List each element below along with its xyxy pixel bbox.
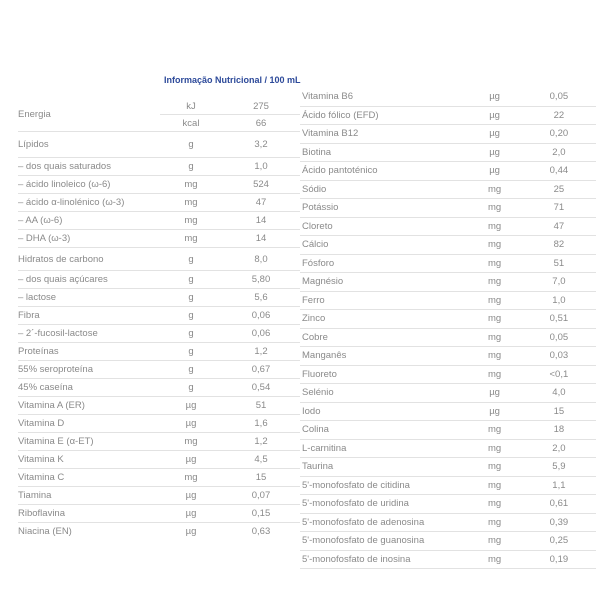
nutrient-label: Lípidos — [18, 132, 160, 158]
table-row — [18, 379, 300, 397]
nutrient-label: Sódio — [300, 180, 467, 199]
value-cell: 5,80 — [222, 271, 300, 289]
table-row — [18, 176, 300, 194]
nutrient-label: Selénio — [300, 384, 467, 403]
nutrient-label: Fibra — [18, 307, 160, 325]
table-row — [300, 550, 596, 569]
nutrient-label: Vitamina K — [18, 451, 160, 469]
nutrient-label: – ácido linoleico (ω-6) — [18, 176, 160, 194]
table-row — [300, 513, 596, 532]
unit-cell: g — [160, 132, 222, 158]
unit-cell: mg — [467, 254, 521, 273]
unit-cell: mg — [467, 217, 521, 236]
table-row — [300, 328, 596, 347]
nutrient-label: Ácido fólico (EFD) — [300, 106, 467, 125]
table-row — [300, 106, 596, 125]
nutrient-label: Vitamina B12 — [300, 125, 467, 144]
value-cell: 0,39 — [522, 513, 596, 532]
unit-cell: g — [160, 343, 222, 361]
table-row — [300, 236, 596, 255]
unit-cell: mg — [467, 513, 521, 532]
nutrient-label: Fluoreto — [300, 365, 467, 384]
table-row — [18, 194, 300, 212]
table-row — [18, 505, 300, 523]
value-cell: 0,20 — [522, 125, 596, 144]
value-cell: 47 — [222, 194, 300, 212]
table-row — [300, 476, 596, 495]
nutrient-label: – ácido α-linolénico (ω-3) — [18, 194, 160, 212]
nutrient-label: – 2´-fucosil-lactose — [18, 325, 160, 343]
table-row — [300, 143, 596, 162]
table-row — [18, 415, 300, 433]
unit-cell: g — [160, 325, 222, 343]
unit-cell: g — [160, 289, 222, 307]
unit-cell: g — [160, 248, 222, 271]
energy-label: Energia — [18, 98, 160, 132]
nutrient-label: Taurina — [300, 458, 467, 477]
table-row — [300, 217, 596, 236]
nutrient-label: 5'-monofosfato de inosina — [300, 550, 467, 569]
value-cell: 25 — [522, 180, 596, 199]
value-cell: 0,07 — [222, 487, 300, 505]
unit-cell: mg — [467, 236, 521, 255]
unit-cell: µg — [467, 143, 521, 162]
value-cell: 0,03 — [522, 347, 596, 366]
table-row — [18, 343, 300, 361]
value-cell: 0,19 — [522, 550, 596, 569]
value-cell: 5,6 — [222, 289, 300, 307]
nutrient-label: Ferro — [300, 291, 467, 310]
value-cell: 51 — [522, 254, 596, 273]
table-row — [18, 433, 300, 451]
table-row — [300, 199, 596, 218]
unit-cell: mg — [467, 310, 521, 329]
unit-cell: µg — [160, 415, 222, 433]
nutrient-label: Biotina — [300, 143, 467, 162]
unit-cell: mg — [160, 194, 222, 212]
table-row — [18, 230, 300, 248]
table-row — [300, 439, 596, 458]
nutrient-label: Vitamina E (α-ET) — [18, 433, 160, 451]
table-row — [18, 469, 300, 487]
value-cell: 15 — [522, 402, 596, 421]
nutrition-table-left — [18, 98, 300, 540]
table-row — [18, 271, 300, 289]
unit-cell: kcal — [160, 115, 222, 132]
value-cell: 0,06 — [222, 307, 300, 325]
nutrient-label: Fósforo — [300, 254, 467, 273]
nutrient-label: L-carnitina — [300, 439, 467, 458]
value-cell: 0,15 — [222, 505, 300, 523]
value-cell: 0,06 — [222, 325, 300, 343]
nutrient-label: Iodo — [300, 402, 467, 421]
value-cell: 2,0 — [522, 143, 596, 162]
nutrient-label: Potássio — [300, 199, 467, 218]
unit-cell: mg — [467, 532, 521, 551]
unit-cell: µg — [185, 526, 197, 537]
nutrient-label: Riboflavina — [18, 505, 160, 523]
nutrient-label: – DHA (ω-3) — [18, 230, 160, 248]
table-row — [18, 307, 300, 325]
unit-cell: mg — [467, 421, 521, 440]
nutrient-label: Proteínas — [18, 343, 160, 361]
unit-cell: mg — [467, 476, 521, 495]
unit-cell: µg — [160, 451, 222, 469]
unit-cell: mg — [160, 469, 222, 487]
value-cell: 275 — [222, 98, 300, 115]
table-row — [300, 254, 596, 273]
unit-cell: mg — [467, 199, 521, 218]
unit-cell: µg — [467, 125, 521, 144]
value-cell: 0,67 — [222, 361, 300, 379]
nutrient-label: Hidratos de carbono — [18, 248, 160, 271]
nutrient-label: Vitamina A (ER) — [18, 397, 160, 415]
table-row — [300, 180, 596, 199]
table-row — [300, 310, 596, 329]
value-cell: 4,5 — [222, 451, 300, 469]
nutrient-label: Cobre — [300, 328, 467, 347]
value-cell: 0,61 — [522, 495, 596, 514]
nutrient-label: 5'-monofosfato de guanosina — [300, 532, 467, 551]
nutrient-label: Vitamina D — [18, 415, 160, 433]
unit-cell: µg — [467, 402, 521, 421]
value-cell: 1,0 — [222, 158, 300, 176]
unit-cell: g — [160, 379, 222, 397]
value-cell: 524 — [222, 176, 300, 194]
value-cell: 22 — [522, 106, 596, 125]
unit-cell: mg — [467, 458, 521, 477]
value-cell: 8,0 — [222, 248, 300, 271]
unit-cell: µg — [467, 162, 521, 181]
nutrient-label: Colina — [300, 421, 467, 440]
value-cell: 71 — [522, 199, 596, 218]
unit-cell: mg — [160, 212, 222, 230]
value-cell: 0,05 — [522, 328, 596, 347]
nutrition-table-right — [300, 88, 596, 569]
table-row — [300, 88, 596, 106]
value-cell: 1,6 — [222, 415, 300, 433]
value-cell: 1,1 — [522, 476, 596, 495]
table-row — [18, 289, 300, 307]
nutrient-label: – lactose — [18, 289, 160, 307]
unit-cell: g — [160, 271, 222, 289]
nutrient-label: 55% seroproteína — [18, 361, 160, 379]
nutrient-label: Manganês — [300, 347, 467, 366]
nutrient-label: Zinco — [300, 310, 467, 329]
value-cell: 82 — [522, 236, 596, 255]
nutrient-label: – dos quais açúcares — [18, 271, 160, 289]
nutrient-label: Vitamina C — [18, 469, 160, 487]
table-row — [18, 361, 300, 379]
table-row — [18, 487, 300, 505]
unit-cell: mg — [467, 328, 521, 347]
unit-cell: µg — [160, 487, 222, 505]
table-row — [18, 397, 300, 415]
table-row — [300, 495, 596, 514]
table-row — [300, 402, 596, 421]
table-row — [18, 248, 300, 271]
unit-cell: mg — [467, 347, 521, 366]
nutrient-label: 5'-monofosfato de citidina — [300, 476, 467, 495]
table-row — [300, 273, 596, 292]
unit-cell: µg — [160, 505, 222, 523]
unit-cell: mg — [467, 180, 521, 199]
value-cell: 47 — [522, 217, 596, 236]
value-cell: 1,0 — [522, 291, 596, 310]
unit-cell: mg — [467, 495, 521, 514]
value-cell: 1,2 — [222, 433, 300, 451]
unit-cell: mg — [467, 365, 521, 384]
nutrient-label: Vitamina B6 — [300, 88, 467, 106]
unit-cell: mg — [160, 433, 222, 451]
nutrient-label: Ácido pantoténico — [300, 162, 467, 181]
unit-cell: kJ — [160, 98, 222, 115]
value-cell: 4,0 — [522, 384, 596, 403]
value-cell: 18 — [522, 421, 596, 440]
table-row — [18, 132, 300, 158]
table-row — [18, 523, 300, 541]
unit-cell: g — [160, 158, 222, 176]
value-cell: 0,51 — [522, 310, 596, 329]
unit-cell: µg — [467, 88, 521, 106]
nutrient-label: Niacina (EN) — [18, 526, 72, 537]
value-cell: 0,63 — [251, 526, 271, 537]
table-row — [300, 347, 596, 366]
table-row — [300, 291, 596, 310]
unit-cell: µg — [467, 384, 521, 403]
nutrient-label: 5'-monofosfato de adenosina — [300, 513, 467, 532]
value-cell: 7,0 — [522, 273, 596, 292]
table-row — [300, 421, 596, 440]
unit-cell: mg — [160, 176, 222, 194]
unit-cell: g — [160, 307, 222, 325]
value-cell: 14 — [222, 212, 300, 230]
table-row — [300, 125, 596, 144]
table-row — [18, 325, 300, 343]
value-cell: 51 — [222, 397, 300, 415]
nutrient-label: Cloreto — [300, 217, 467, 236]
value-cell: 3,2 — [222, 132, 300, 158]
value-cell: 66 — [222, 115, 300, 132]
nutrient-label: – dos quais saturados — [18, 158, 160, 176]
nutrient-label: Cálcio — [300, 236, 467, 255]
value-cell: 5,9 — [522, 458, 596, 477]
unit-cell: µg — [467, 106, 521, 125]
table-row — [18, 158, 300, 176]
value-cell: <0,1 — [522, 365, 596, 384]
value-cell: 0,44 — [522, 162, 596, 181]
nutrient-label: Magnésio — [300, 273, 467, 292]
table-row — [18, 212, 300, 230]
unit-cell: mg — [467, 439, 521, 458]
value-cell: 0,54 — [222, 379, 300, 397]
nutrient-label: – AA (ω-6) — [18, 212, 160, 230]
nutrient-label: 5'-monofosfato de uridina — [300, 495, 467, 514]
table-title: Informação Nutricional / 100 mL — [164, 75, 301, 85]
unit-cell: mg — [160, 230, 222, 248]
table-row — [18, 98, 300, 115]
value-cell: 2,0 — [522, 439, 596, 458]
table-row — [300, 458, 596, 477]
value-cell: 1,2 — [222, 343, 300, 361]
unit-cell: mg — [467, 273, 521, 292]
value-cell: 0,05 — [522, 88, 596, 106]
unit-cell: µg — [160, 397, 222, 415]
table-row — [300, 162, 596, 181]
table-row — [300, 384, 596, 403]
table-row — [300, 532, 596, 551]
value-cell: 0,25 — [522, 532, 596, 551]
unit-cell: mg — [467, 550, 521, 569]
table-row — [18, 451, 300, 469]
unit-cell: g — [160, 361, 222, 379]
nutrient-label: 45% caseína — [18, 379, 160, 397]
unit-cell: mg — [467, 291, 521, 310]
table-row — [300, 365, 596, 384]
value-cell: 15 — [222, 469, 300, 487]
value-cell: 14 — [222, 230, 300, 248]
nutrient-label: Tiamina — [18, 487, 160, 505]
